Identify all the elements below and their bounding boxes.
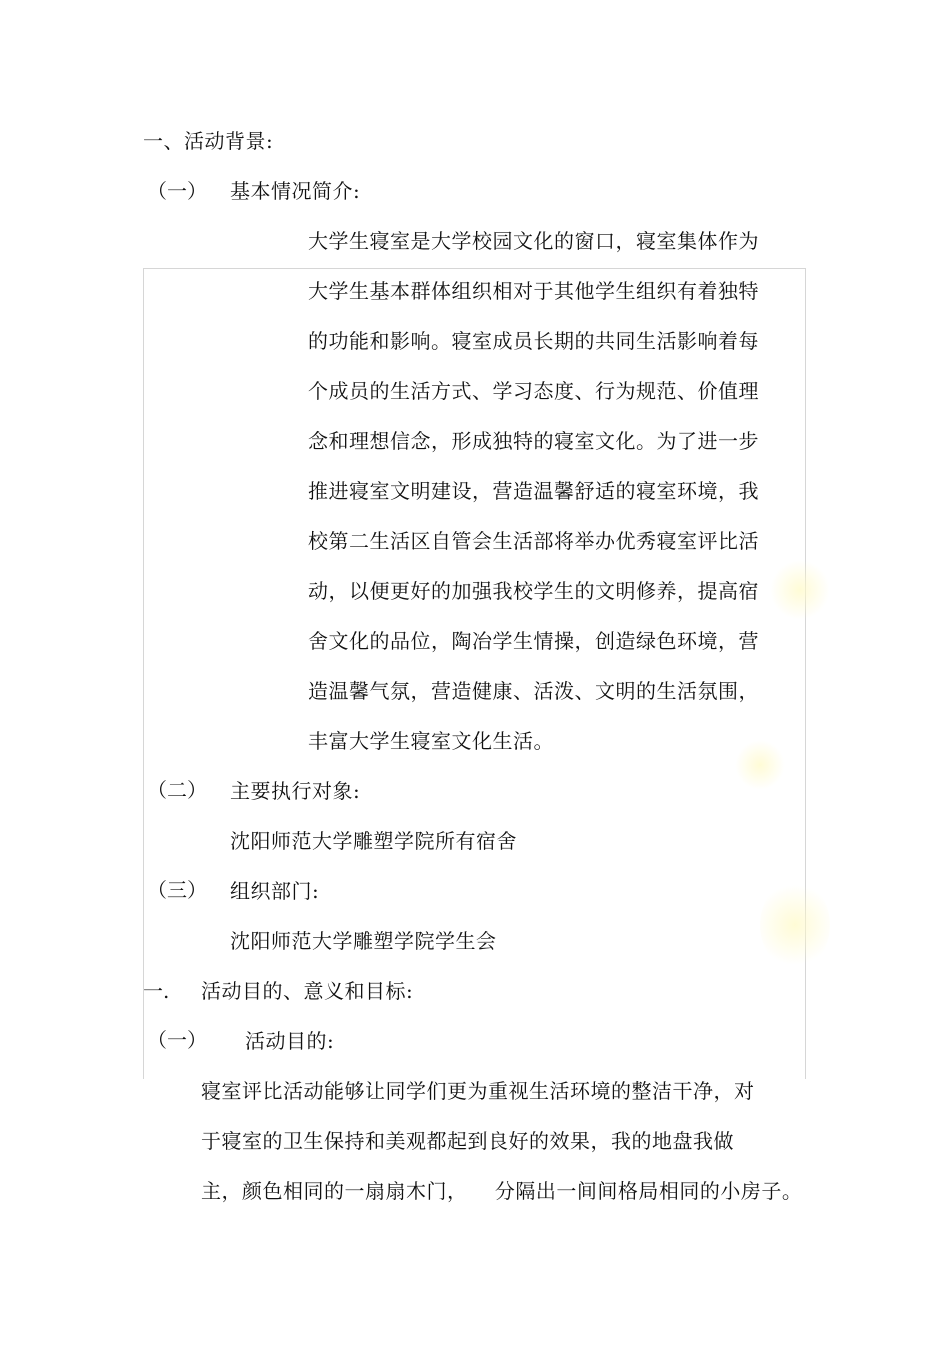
sub-2-number: （二） xyxy=(147,778,207,802)
sub-1-title: 基本情况简介: xyxy=(230,179,361,203)
paragraph-line: 的功能和影响。寝室成员长期的共同生活影响着每 xyxy=(308,329,759,353)
sub-1-number: （一） xyxy=(147,179,207,203)
sub-3-body: 沈阳师范大学雕塑学院学生会 xyxy=(230,929,497,953)
paragraph-line: 造温馨气氛，营造健康、活泼、文明的生活氛围， xyxy=(308,679,759,703)
sub-3-title: 组织部门: xyxy=(230,879,320,903)
section-2-sub-1-title: 活动目的: xyxy=(245,1029,335,1053)
paragraph-line: 校第二生活区自管会生活部将举办优秀寝室评比活 xyxy=(308,529,759,553)
sub-2-body: 沈阳师范大学雕塑学院所有宿舍 xyxy=(230,829,517,853)
paragraph-line: 丰富大学生寝室文化生活。 xyxy=(308,729,554,753)
section-1-heading: 一、活动背景: xyxy=(143,129,274,153)
sub-2-title: 主要执行对象: xyxy=(230,779,361,803)
paragraph-line: 大学生基本群体组织相对于其他学生组织有着独特 xyxy=(308,279,759,303)
section-2-heading: 活动目的、意义和目标: xyxy=(201,979,414,1003)
paragraph-line: 主，颜色相同的一扇扇木门， 分隔出一间间格局相同的小房子。 xyxy=(201,1179,803,1203)
section-2-sub-1-number: （一） xyxy=(147,1028,207,1052)
paragraph-line: 寝室评比活动能够让同学们更为重视生活环境的整洁干净，对 xyxy=(201,1079,755,1103)
paragraph-line: 动，以便更好的加强我校学生的文明修养，提高宿 xyxy=(308,579,759,603)
paper-stain xyxy=(760,880,830,970)
paper-stain xyxy=(735,740,785,790)
paper-stain xyxy=(770,560,830,620)
paragraph-line: 推进寝室文明建设，营造温馨舒适的寝室环境，我 xyxy=(308,479,759,503)
paragraph-line: 于寝室的卫生保持和美观都起到良好的效果，我的地盘我做 xyxy=(201,1129,734,1153)
sub-3-number: （三） xyxy=(147,878,207,902)
paragraph-line: 念和理想信念，形成独特的寝室文化。为了进一步 xyxy=(308,429,759,453)
paragraph-line: 个成员的生活方式、学习态度、行为规范、价值理 xyxy=(308,379,759,403)
paragraph-line: 大学生寝室是大学校园文化的窗口，寝室集体作为 xyxy=(308,229,759,253)
paragraph-line: 舍文化的品位，陶冶学生情操，创造绿色环境，营 xyxy=(308,629,759,653)
section-2-number: 一. xyxy=(143,979,170,1003)
